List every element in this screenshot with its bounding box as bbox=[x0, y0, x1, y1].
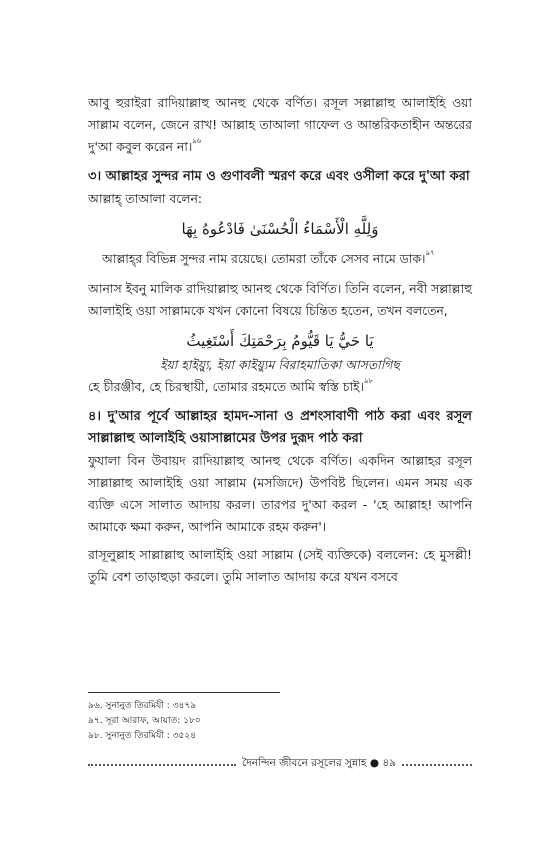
footnote-98: ৯৮. সুনানুত তিরমিযী : ৩৫২৪ bbox=[88, 731, 197, 741]
arabic-verse: وَلِلَّهِ الْأَسْمَاءُ الْحُسْنَىٰ فَادْعُوهُ بِهَا bbox=[181, 220, 379, 238]
paragraph-4: ফুযালা বিন উবায়দ রাদিয়াল্লাহু আনহু থেকে বর্ণিত। একদিন আল্লাহর রসূল সাল্লাল্লাহু আলাইহি ওয়া সাল্লাম (মসজিদে) উপবিষ্ট ছিলেন। এমন সময় এক ব্যক্তি এসে সালাত আদায় করল। তারপর দু'আ করল - 'হে আল্লাহ! আপনি আমাকে ক্ষমা করুন, আপনি আমাকে রহম করুন'। bbox=[88, 453, 472, 534]
footer-dotted-rule-right bbox=[402, 764, 472, 766]
dua-transliteration: ইয়া হাইয়্যু, ইয়া কাইয়্যুম বিরাহমাতিকা আসতাগিছ bbox=[160, 357, 400, 372]
arabic-dua: يَا حَيُّ يَا قَيُّومُ بِرَحْمَتِكَ أَسْتَغِيثُ bbox=[186, 332, 374, 350]
footnote-96: ৯৬. সুনানুত তিরমিযী : ৩৪৭৯ bbox=[88, 701, 197, 711]
footer-dotted-rule-left bbox=[88, 764, 236, 766]
verse-translation: আল্লাহ্‌র বিভিন্ন সুন্দর নাম রয়েছে। তোমরা তাঁকে সেসব নামে ডাক।$^{৯৭}$ bbox=[102, 249, 435, 266]
paragraph-5: রাসূলুল্লাহ সাল্লাল্লাহু আলাইহি ওয়া সাল্লাম (সেই ব্যক্তিকে) বললেন: হে মুসল্লী! তুমি বেশ তাড়াহুড়া করলে। তুমি সালাত আদায় করে যখন বসবে bbox=[88, 547, 472, 584]
page-footer bbox=[88, 756, 472, 773]
footnote-ref-97: ৯৭ bbox=[425, 249, 435, 257]
section-heading-3: ৩। আল্লাহর সুন্দর নাম ও গুণাবলী স্মরণ করে এবং ওসীলা করে দু'আ করা bbox=[88, 169, 470, 184]
paragraph-1: আবু হুরাইরা রাদিয়াল্লাহু আনহু থেকে বর্ণিত। রসূল সল্লাল্লাহু আলাইহি ওয়া সাল্লাম বলেন, জেনে রাখ! আল্লাহ তাআলা গাফেল ও আন্তরিকতাহীন অন্তরের দু'আ কবুল করেন না।$^{৯৬}$ bbox=[88, 95, 472, 154]
footnote-ref-98: ৯৮ bbox=[363, 377, 374, 385]
dua-translation: হে চীরঞ্জীব, হে চিরস্থায়ী, তোমার রহমতে আমি স্বস্তি চাই।$^{৯৮}$ bbox=[88, 377, 374, 394]
section-heading-4: ৪। দু'আর পূর্বে আল্লাহর হামদ-সানা ও প্রশংসাবাণী পাঠ করা এবং রসূল সাল্লাল্লাহু আলাইহি ওয়াসাল্লামের উপর দুরূদ পাঠ করা bbox=[88, 409, 472, 446]
footer-title-page-number: দৈনন্দিন জীবনে রসূলের সুন্নাহ ● ৪৯ bbox=[242, 757, 396, 769]
footnote-ref-96: ৯৬ bbox=[192, 137, 202, 145]
paragraph-2: আনাস ইবনু মালিক রাদিয়াল্লাহু আনহু থেকে বির্ণিত। তিনি বলেন, নবী সল্লাল্লাহু আলাইহি ওয়া সাল্লামকে যখন কোনো বিষয়ে চিন্তিত হতেন, তখন বলতেন, bbox=[88, 281, 472, 318]
footnote-divider bbox=[88, 692, 280, 693]
page-body bbox=[88, 92, 472, 588]
footnotes bbox=[88, 692, 472, 744]
intro-3: আল্লাহ্ তাআলা বলেন: bbox=[88, 191, 203, 206]
footnote-97: ৯৭. সূরা আরাফ, আয়াত: ১৮০ bbox=[88, 716, 201, 726]
